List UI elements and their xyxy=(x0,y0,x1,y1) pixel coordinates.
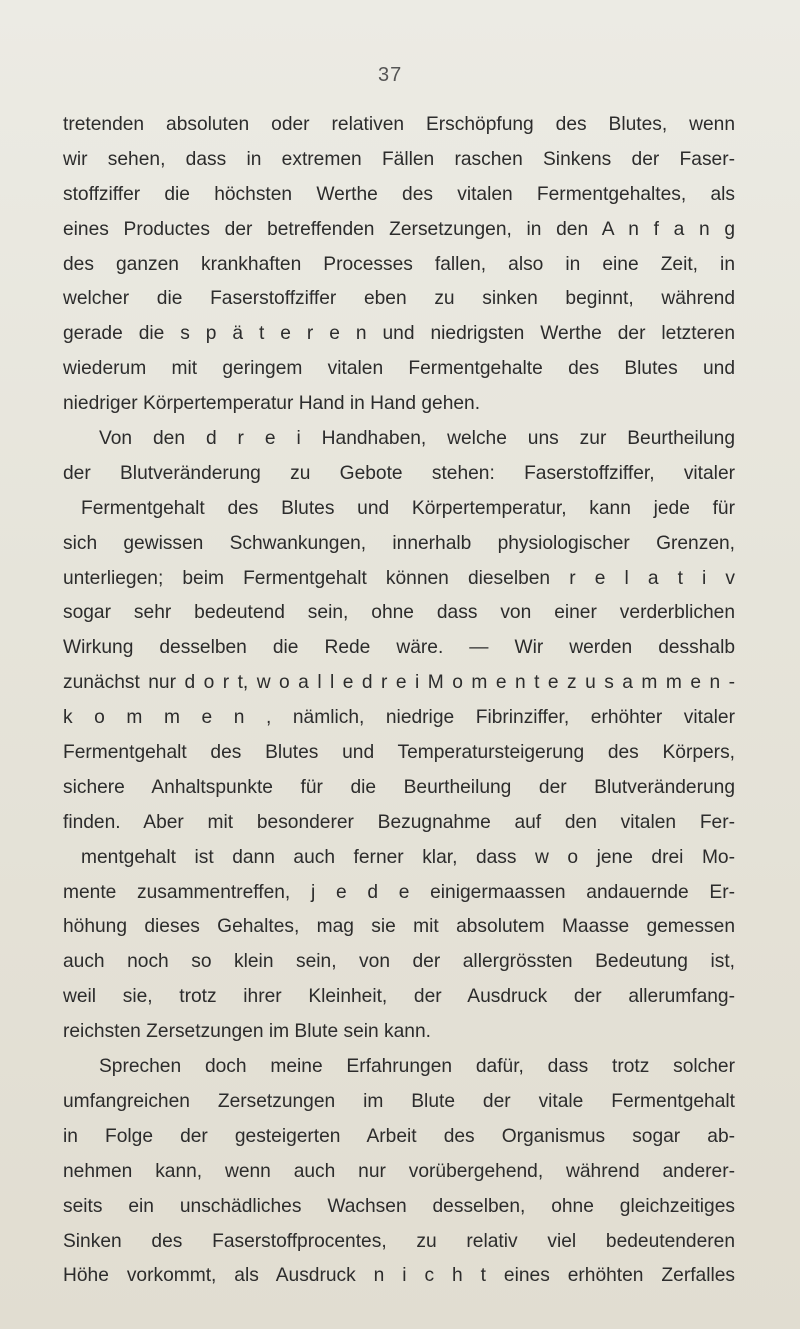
text-line: Sinken des Faserstoffprocentes, zu relativ viel bedeutenderen xyxy=(63,1230,735,1252)
text-line: höhung dieses Gehaltes, mag sie mit absolutem Maasse gemessen xyxy=(63,916,735,938)
text-line: auch noch so klein sein, von der allergrössten Bedeutung ist, xyxy=(63,951,735,973)
text-line: niedriger Körpertemperatur Hand in Hand gehen. xyxy=(63,393,481,415)
text-line: reichsten Zersetzungen im Blute sein kann. xyxy=(63,1021,431,1043)
text-line: der Blutveränderung zu Gebote stehen: Faserstoffziffer, vitaler xyxy=(63,462,735,484)
text-line: Fermentgehalt des Blutes und Temperatursteigerung des Körpers, xyxy=(63,742,735,764)
text-line: eines Productes der betreffenden Zersetzungen, in den A n f a n g xyxy=(63,218,735,240)
text-line: unterliegen; beim Fermentgehalt können dieselben r e l a t i v xyxy=(63,567,735,589)
text-line: welcher die Faserstoffziffer eben zu sinken beginnt, während xyxy=(63,288,735,310)
text-line: wiederum mit geringem vitalen Fermentgehalte des Blutes und xyxy=(63,358,735,380)
text-line: mentgehalt ist dann auch ferner klar, dass w o jene drei Mo- xyxy=(81,846,735,868)
text-line: sichere Anhaltspunkte für die Beurtheilung der Blutveränderung xyxy=(63,776,735,798)
text-line: umfangreichen Zersetzungen im Blute der vitale Fermentgehalt xyxy=(63,1090,735,1112)
text-line: seits ein unschädliches Wachsen desselben, ohne gleichzeitiges xyxy=(63,1195,735,1217)
text-line: gerade die s p ä t e r e n und niedrigsten Werthe der letzteren xyxy=(63,323,735,345)
text-line: sogar sehr bedeutend sein, ohne dass von einer verderblichen xyxy=(63,602,735,624)
text-line: des ganzen krankhaften Processes fallen, also in eine Zeit, in xyxy=(63,253,735,275)
page-number: 37 xyxy=(378,64,403,86)
body-text xyxy=(63,108,735,1294)
text-line: mente zusammentreffen, j e d e einigermaassen andauernde Er- xyxy=(63,881,735,903)
text-line: sich gewissen Schwankungen, innerhalb physiologischer Grenzen, xyxy=(63,532,735,554)
text-line: finden. Aber mit besonderer Bezugnahme auf den vitalen Fer- xyxy=(63,811,735,833)
text-line: Höhe vorkommt, als Ausdruck n i c h t eines erhöhten Zerfalles xyxy=(63,1265,735,1287)
text-line: wir sehen, dass in extremen Fällen raschen Sinkens der Faser- xyxy=(63,148,735,170)
text-line: nehmen kann, wenn auch nur vorübergehend, während anderer- xyxy=(63,1160,735,1182)
text-line: tretenden absoluten oder relativen Erschöpfung des Blutes, wenn xyxy=(63,114,735,135)
text-line: Sprechen doch meine Erfahrungen dafür, dass trotz solcher xyxy=(99,1056,735,1078)
text-line: Von den d r e i Handhaben, welche uns zur Beurtheilung xyxy=(99,428,735,450)
text-line: zunächst nur d o r t, w o a l l e d r e i M o m e n t e z u s a m m e n - xyxy=(63,672,735,694)
text-line: stoffziffer die höchsten Werthe des vitalen Fermentgehaltes, als xyxy=(63,183,735,205)
text-line: Fermentgehalt des Blutes und Körpertemperatur, kann jede für xyxy=(81,497,735,519)
text-line: k o m m e n , nämlich, niedrige Fibrinziffer, erhöhter vitaler xyxy=(63,707,735,729)
text-line: in Folge der gesteigerten Arbeit des Organismus sogar ab- xyxy=(63,1125,735,1147)
text-line: weil sie, trotz ihrer Kleinheit, der Ausdruck der allerumfang- xyxy=(63,986,735,1008)
text-line: Wirkung desselben die Rede wäre. — Wir werden desshalb xyxy=(63,637,735,659)
